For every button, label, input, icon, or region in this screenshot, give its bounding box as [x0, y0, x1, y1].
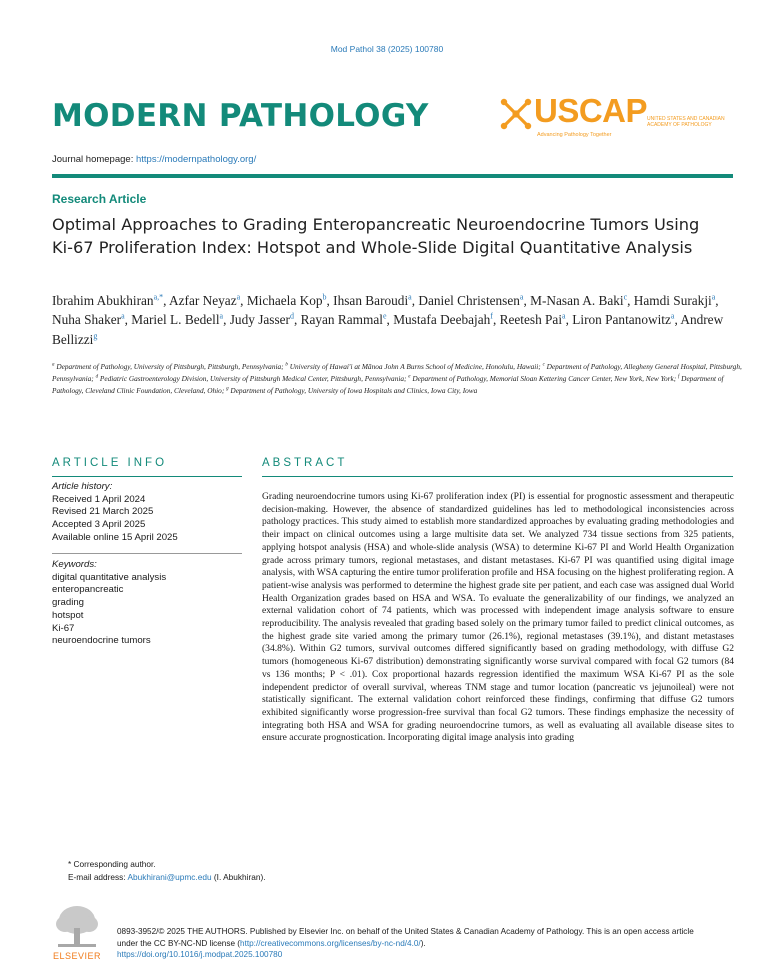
- affiliation-marker: d: [95, 374, 99, 380]
- history-label: Article history:: [52, 481, 113, 492]
- copyright-notice: [117, 926, 737, 961]
- author-name[interactable]: Ihsan Baroudi: [333, 293, 409, 308]
- author-name[interactable]: Judy Jasser: [229, 312, 290, 328]
- author-affiliation-marker[interactable]: a: [711, 292, 716, 302]
- history-item: Received 1 April 2024: [52, 493, 146, 505]
- author-name[interactable]: Nuha Shaker: [52, 312, 122, 328]
- license-suffix: ).: [420, 938, 426, 948]
- author-affiliation-marker[interactable]: e: [382, 311, 387, 321]
- affiliation-marker: a: [52, 362, 55, 368]
- author-affiliation-marker[interactable]: a,*: [153, 292, 164, 302]
- author-name[interactable]: Ibrahim Abukhiran: [52, 293, 154, 308]
- affiliation-marker: c: [542, 362, 545, 368]
- journal-reference[interactable]: Mod Pathol 38 (2025) 100780: [330, 44, 444, 54]
- uscap-logo[interactable]: [497, 94, 739, 144]
- abstract-text: Grading neuroendocrine tumors using Ki-67 proliferation index (PI) is essential for prognostic assessment and therapeutic decision-making. However, the absence of standardized guidelines has led to methodological inconsistencies across pathology practices. This study aimed to establish more standardized approaches by evaluating grading methodologies and their impact on clinical outcomes using a large multisite data set. We analyzed 734 tissue sections from 325 patients, applying hotspot analysis (HSA) and whole-slide analysis (WSA) to determine Ki-67 PI and World Health Organization grade across primary tumors, regional metastases, and distant metastases. Ki-67 PI was quantified using digital image analysis, with WSA capturing the entire tumor proliferation profile and HSA focusing on the highest proliferating region. A patient-wise analysis was performed to determine the highest grade site per patient, and each case was assigned dual World Health Organization grades based on HSA and WSA. To evaluate the generalizability of our findings, we analyzed an external validation cohort of 74 patients, which was processed with independent image analysis software to ensure reproducibility. The analysis revealed that grading based solely on the primary tumor failed to predict clinical outcomes, as the highest grade site varied among the primary tumor (26.1%), regional metastases (39.1%), and distant metastases (34.8%). Within G2 tumors, survival outcomes differed significantly based on grading methodology, with diffuse G2 tumors (homogeneous Ki-67 distribution) demonstrating significantly worse survival compared with focal G2 tumors (84 vs 136 months; P < .01). Cox proportional hazards regression identified the maximum WSA Ki-67 PI as the sole independent predictor of overall survival, whereas TNM stage and tumor location (pancreatic vs jejunoileal) were not statistically significant. The external validation cohort reinforced these findings, confirming that diffuse G2 tumors exhibited significantly worse progression-free survival than focal G2 tumors. These findings emphasize the necessity of integrating both HSA and WSA for grading neuroendocrine tumors, as well as evaluating all available disease sites to ensure accurate prognostication. Incorporating digital image analysis into grading: [262, 491, 734, 744]
- abstract-heading: ABSTRACT: [262, 457, 348, 469]
- corresponding-label: Corresponding author.: [73, 859, 156, 869]
- article-info-rule: [52, 476, 242, 477]
- footnote-marker: *: [68, 859, 72, 869]
- affiliation-text: Department of Pathology, University of Iowa Hospitals and Clinics, Iowa City, Iowa: [230, 385, 478, 395]
- keyword-item: Ki-67: [52, 622, 75, 634]
- author-affiliation-marker[interactable]: g: [93, 331, 98, 341]
- keyword-item: grading: [52, 597, 85, 609]
- keyword-item: neuroendocrine tumors: [52, 635, 151, 647]
- article-type: Research Article: [52, 192, 147, 206]
- author-name[interactable]: Michaela Kop: [246, 293, 323, 308]
- author-name[interactable]: Mariel L. Bedell: [131, 312, 220, 328]
- homepage-label: Journal homepage:: [52, 154, 134, 165]
- author-affiliation-marker[interactable]: f: [490, 311, 493, 321]
- affiliation-marker: b: [285, 362, 288, 368]
- license-link[interactable]: http://creativecommons.org/licenses/by-nc-nd/4.0/: [240, 938, 421, 948]
- author-affiliation-marker[interactable]: a: [670, 311, 675, 321]
- author-name[interactable]: M-Nasan A. Baki: [530, 293, 624, 308]
- uscap-emblem-icon: [499, 97, 533, 131]
- article-title: Optimal Approaches to Grading Enteropancreatic Neuroendocrine Tumors Using Ki-67 Proliferation Index: Hotspot and Whole-Slide Digital Quantitative Analysis: [52, 215, 700, 257]
- author-affiliation-marker[interactable]: d: [289, 311, 294, 321]
- elsevier-wordmark: ELSEVIER: [52, 951, 102, 961]
- abstract-rule: [262, 476, 733, 477]
- affiliation-text: University of Hawai'i at Mānoa John A Burns School of Medicine, Honolulu, Hawaii;: [289, 362, 541, 371]
- header-rule: [52, 174, 733, 178]
- homepage-link[interactable]: https://modernpathology.org/: [135, 154, 257, 165]
- author-affiliation-marker[interactable]: a: [121, 311, 125, 321]
- author-name[interactable]: Andrew Bellizzi: [52, 312, 724, 347]
- doi-link[interactable]: https://doi.org/10.1016/j.modpat.2025.100780: [117, 950, 283, 960]
- author-affiliation-marker[interactable]: a: [562, 311, 566, 321]
- email-label: E-mail address:: [68, 871, 126, 882]
- keyword-item: enteropancreatic: [52, 584, 124, 596]
- affiliation-marker: f: [677, 374, 680, 380]
- keywords-label: Keywords:: [52, 559, 97, 570]
- history-item: Available online 15 April 2025: [52, 531, 178, 543]
- affiliations: [52, 361, 742, 396]
- email-link[interactable]: Abukhirani@upmc.edu: [127, 871, 212, 882]
- keywords: [52, 559, 242, 648]
- article-info-heading: ARTICLE INFO: [52, 457, 168, 469]
- author-list: Ibrahim Abukhiran$^{a,*}$, Azfar Neyaz$^a$, Michaela Kop$^b$, Ihsan Baroudi$^a$, Daniel Christensen$^a$, M-Nasan A. Baki$^c$, Hamdi Surakji$^a$, Nuha Shaker$^a$, Mariel L. Bedell$^a$, Judy Jasser$^d$, Rayan Rammal$^e$, Mustafa Deebajah$^f$, Reetesh Pai$^a$, Liron Pantanowitz$^a$, Andrew Bellizzi$^g$: [52, 292, 724, 347]
- keyword-item: digital quantitative analysis: [52, 571, 167, 583]
- journal-homepage: [52, 154, 256, 165]
- author-name[interactable]: Reetesh Pai: [499, 312, 563, 328]
- author-name[interactable]: Daniel Christensen: [418, 293, 520, 308]
- keyword-item: hotspot: [52, 609, 84, 621]
- elsevier-tree-icon: [52, 902, 102, 950]
- author-affiliation-marker[interactable]: b: [322, 292, 327, 302]
- history-item: Revised 21 March 2025: [52, 506, 154, 518]
- uscap-tagline: Advancing Pathology Together: [537, 132, 612, 138]
- email-owner: (I. Abukhiran).: [213, 871, 266, 882]
- article-history: [52, 481, 242, 545]
- author-name[interactable]: Liron Pantanowitz: [572, 312, 671, 328]
- affiliation-text: Department of Pathology, University of Pittsburgh, Pittsburgh, Pennsylvania;: [56, 362, 284, 371]
- affiliation-text: Department of Pathology, Cleveland Clinic Foundation, Cleveland, Ohio;: [52, 373, 724, 395]
- license-prefix: under the CC BY-NC-ND license (: [117, 938, 241, 948]
- author-name[interactable]: Mustafa Deebajah: [393, 312, 491, 328]
- author-name[interactable]: Hamdi Surakji: [633, 293, 712, 308]
- affiliation-text: Department of Pathology, Allegheny General Hospital, Pittsburgh, Pennsylvania;: [52, 362, 742, 383]
- author-affiliation-marker[interactable]: a: [519, 292, 524, 302]
- info-divider: [52, 553, 242, 554]
- author-affiliation-marker[interactable]: a: [236, 292, 241, 302]
- elsevier-logo[interactable]: [52, 902, 102, 964]
- author-affiliation-marker[interactable]: c: [623, 292, 628, 302]
- author-name[interactable]: Rayan Rammal: [300, 312, 383, 328]
- copyright-line: 0893-3952/© 2025 THE AUTHORS. Published by Elsevier Inc. on behalf of the United States & Canadian Academy of Pathology. This is an open access article: [117, 927, 694, 936]
- affiliation-text: Department of Pathology, Memorial Sloan Kettering Cancer Center, New York, New York;: [412, 373, 677, 383]
- author-name[interactable]: Azfar Neyaz: [169, 293, 237, 308]
- uscap-subtitle: UNITED STATES AND CANADIAN ACADEMY OF PATHOLOGY: [647, 116, 725, 128]
- author-affiliation-marker[interactable]: a: [219, 311, 224, 321]
- corresponding-footnote: [52, 858, 266, 883]
- uscap-wordmark: USCAP: [534, 92, 648, 129]
- affiliation-marker: e: [408, 374, 411, 380]
- journal-name: MODERN PATHOLOGY: [52, 98, 429, 134]
- author-affiliation-marker[interactable]: a: [408, 292, 412, 302]
- history-item: Accepted 3 April 2025: [52, 519, 146, 531]
- affiliation-marker: g: [226, 386, 229, 392]
- affiliation-text: Pediatric Gastroenterology Division, University of Pittsburgh Medical Center, Pittsburgh, Pennsylvania;: [99, 373, 407, 383]
